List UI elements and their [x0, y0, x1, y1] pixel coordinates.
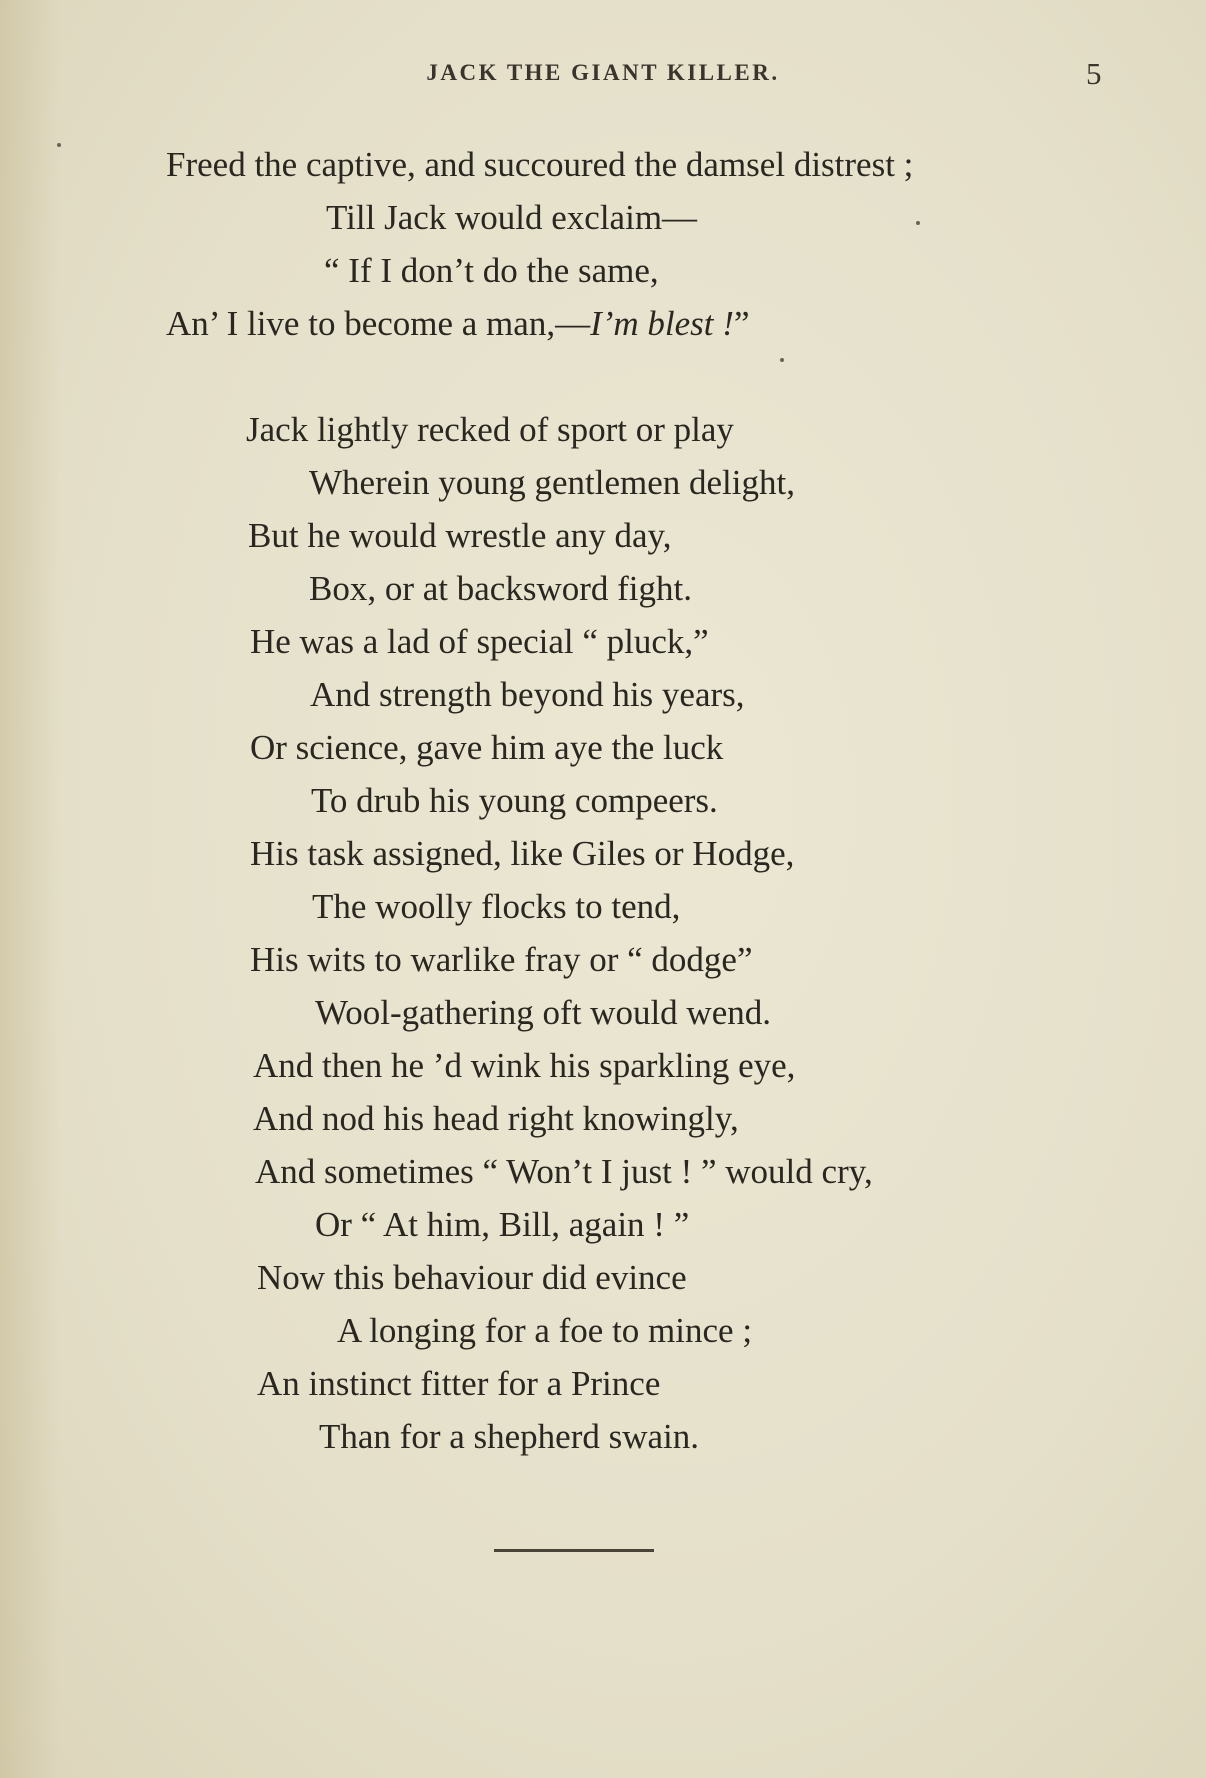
verse-line: Box, or at backsword fight.: [309, 569, 692, 608]
verse-line: And nod his head right knowingly,: [253, 1099, 739, 1138]
verse-line: The woolly flocks to tend,: [312, 887, 681, 926]
verse-line: And strength beyond his years,: [310, 675, 745, 714]
verse-line: Or science, gave him aye the luck: [250, 728, 724, 767]
running-title: JACK THE GIANT KILLER.: [426, 60, 780, 85]
verse-line-final: [166, 304, 749, 344]
verse-line: His wits to warlike fray or “ dodge”: [250, 940, 753, 979]
verse-line: His task assigned, like Giles or Hodge,: [250, 834, 795, 873]
verse-line-prefix: An’ I live to become a man,—: [166, 304, 591, 343]
verse-line: Wool-gathering oft would wend.: [315, 993, 771, 1032]
end-rule: [494, 1549, 654, 1552]
verse-line: To drub his young compeers.: [311, 781, 718, 820]
verse-line: Freed the captive, and succoured the damsel distrest ;: [166, 145, 914, 184]
verse-line: An instinct fitter for a Prince: [257, 1364, 661, 1403]
verse-line: Now this behaviour did evince: [257, 1258, 687, 1297]
verse-line: A longing for a foe to mince ;: [337, 1311, 753, 1350]
verse-line: “ If I don’t do the same,: [324, 251, 659, 290]
verse-line: Than for a shepherd swain.: [319, 1417, 700, 1456]
paper-speck: [57, 143, 61, 147]
verse-line: He was a lad of special “ pluck,”: [250, 622, 709, 661]
paper-speck: [916, 221, 920, 225]
page-number: 5: [1086, 56, 1102, 91]
verse-line: Till Jack would exclaim—: [326, 198, 698, 237]
verse-line: Jack lightly recked of sport or play: [246, 410, 734, 449]
verse-line: And sometimes “ Won’t I just ! ” would cry,: [255, 1152, 873, 1191]
verse-line-italic: I’m blest !: [590, 304, 734, 343]
paper-speck: [780, 358, 784, 362]
verse-line: And then he ’d wink his sparkling eye,: [253, 1046, 796, 1085]
gutter-shadow: [0, 0, 60, 1778]
verse-line-suffix: ”: [733, 304, 750, 343]
verse-line: Wherein young gentlemen delight,: [309, 463, 795, 502]
verse-line: But he would wrestle any day,: [248, 516, 672, 555]
verse-line: Or “ At him, Bill, again ! ”: [315, 1205, 690, 1244]
